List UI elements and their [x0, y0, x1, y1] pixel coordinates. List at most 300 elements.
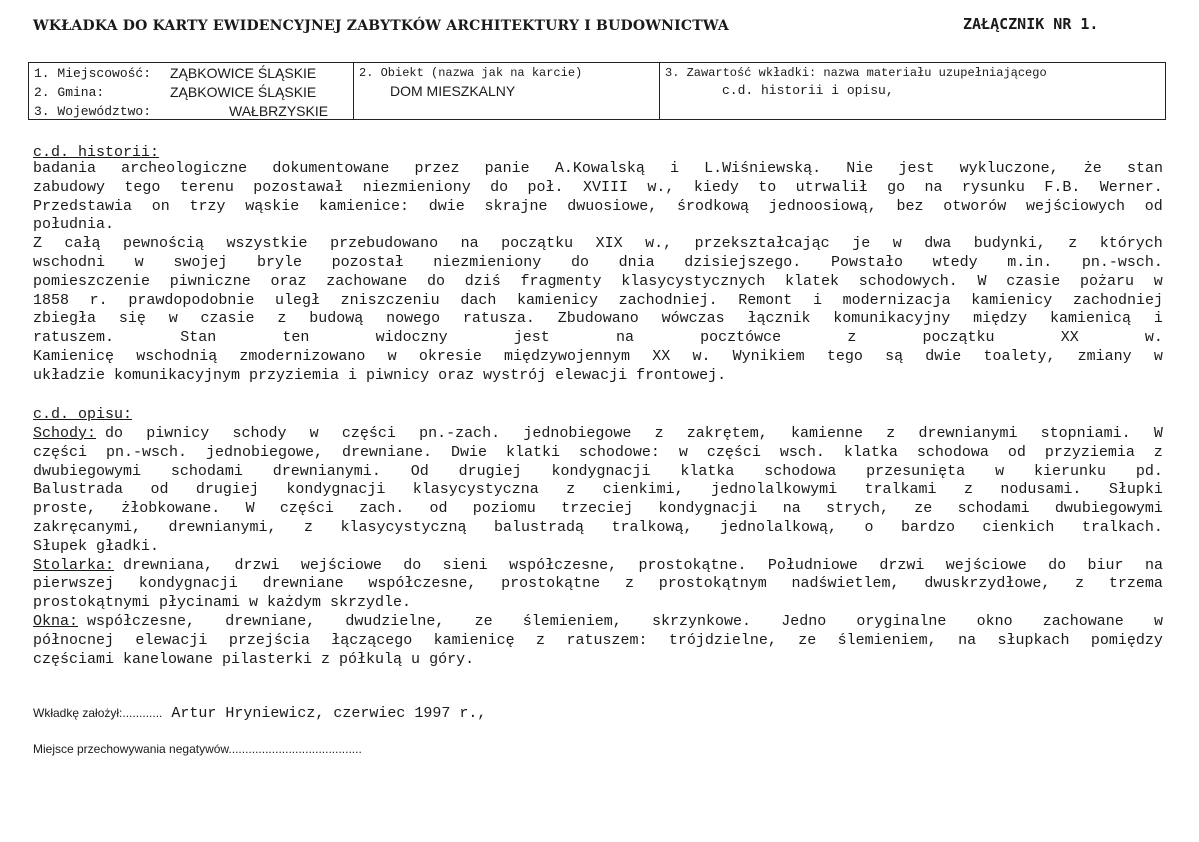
word: poł.	[527, 178, 564, 196]
word: jednolalkowymi	[711, 481, 838, 499]
word: z	[1068, 235, 1078, 253]
word: kamienice:	[319, 197, 410, 215]
word: od	[150, 481, 169, 499]
word: w.	[1144, 329, 1163, 347]
word: z	[1075, 575, 1085, 593]
word: go	[887, 178, 906, 196]
word: Od	[410, 462, 429, 480]
word: jednoosiową,	[768, 197, 877, 215]
word: wąskie	[245, 197, 300, 215]
word: współczesne,	[368, 575, 477, 593]
word: sieni	[442, 556, 488, 574]
word: między	[973, 310, 1028, 328]
word: w	[1153, 612, 1163, 630]
word: fragmenty	[520, 272, 602, 290]
word: wejściowe	[945, 556, 1027, 574]
word: dwuosiowe,	[567, 197, 658, 215]
word: Dwie	[450, 443, 487, 461]
word: pocztówce	[700, 329, 782, 347]
text-segment: Słupek gładki.	[33, 537, 160, 555]
word: biur	[1087, 556, 1124, 574]
word: kamienicy	[971, 291, 1053, 309]
word: początku	[922, 329, 995, 347]
word: zbiegła	[33, 310, 97, 328]
section-label: Okna:	[33, 612, 79, 630]
word: kamienicy	[516, 291, 598, 309]
word: ratuszem:	[566, 631, 648, 649]
word: całą	[64, 235, 101, 253]
word: 1858	[33, 291, 70, 309]
word: Kamienicę	[33, 347, 115, 365]
word: dzisiejszego.	[684, 253, 802, 271]
word: tralkową,	[611, 518, 693, 536]
word: części	[706, 443, 761, 461]
text-line	[33, 425, 1163, 444]
text-line	[33, 632, 1163, 651]
word: od	[1144, 197, 1163, 215]
word: XX	[652, 347, 671, 365]
word: ten	[282, 329, 310, 347]
word: z	[277, 310, 287, 328]
word: okresie	[418, 347, 482, 365]
word: A.Kowalską	[554, 160, 645, 177]
word: na	[1144, 556, 1163, 574]
word: tralkami	[864, 481, 937, 499]
word: zniszczeniu	[340, 291, 440, 309]
word: od	[1007, 443, 1026, 461]
word: tralkach.	[1081, 518, 1163, 536]
founder-label: Wkładkę założył:............	[33, 706, 163, 720]
word: w	[892, 235, 902, 253]
word: trzy	[189, 197, 226, 215]
word: dokumentowane	[272, 160, 390, 177]
gmina-label: 2. Gmina:	[34, 85, 105, 100]
text-segment: drewniana,	[114, 556, 214, 574]
word: przesunięta	[866, 462, 966, 480]
word: w	[1153, 347, 1163, 365]
text-line	[33, 254, 1163, 273]
word: r.	[89, 291, 108, 309]
text-line	[33, 519, 1163, 538]
word: pierwszej	[33, 575, 115, 593]
history-text	[33, 160, 1163, 386]
text-line	[33, 594, 1163, 613]
word: kondygnacji	[658, 500, 758, 518]
word: łączącego	[331, 631, 413, 649]
word: w	[995, 462, 1005, 480]
word: swojej	[173, 253, 228, 271]
text-line	[33, 444, 1163, 463]
word: zachodniej	[1072, 291, 1163, 309]
word: nadświetlem,	[791, 575, 900, 593]
word: drewniane.	[341, 443, 432, 461]
word: schodowe:	[578, 443, 660, 461]
word: ze	[474, 612, 493, 630]
word: dziś	[464, 272, 501, 290]
word: zmiany	[1077, 347, 1132, 365]
wojewodztwo-value: WAŁBRZYSKIE	[229, 103, 329, 119]
word: na	[924, 178, 943, 196]
word: na	[615, 329, 634, 347]
word: ze	[914, 500, 933, 518]
word: wschodni	[33, 253, 106, 271]
word: schodowych.	[858, 272, 958, 290]
word: F.B.	[1044, 178, 1081, 196]
word: Z	[33, 235, 43, 253]
text-line	[33, 500, 1163, 519]
word: których	[1099, 235, 1163, 253]
word: kamienicą	[1049, 310, 1131, 328]
word: toalety,	[983, 347, 1056, 365]
word: pn.-wsch.	[1081, 253, 1163, 271]
text-line	[33, 198, 1163, 217]
word: początku	[501, 235, 574, 253]
word: z	[1153, 443, 1163, 461]
word: południa.	[33, 216, 115, 234]
word: w	[134, 253, 144, 271]
word: przejścia	[228, 631, 310, 649]
text-line	[33, 367, 1163, 386]
word: zachowane	[326, 272, 408, 290]
word: od	[429, 500, 448, 518]
word: Remont	[738, 291, 793, 309]
section-label: Schody:	[33, 425, 97, 442]
word: Jedno	[781, 612, 827, 630]
word: proste,	[33, 500, 97, 518]
word: zach.	[359, 500, 405, 518]
word: jednobiegowe,	[205, 443, 323, 461]
word: czasie	[1006, 272, 1061, 290]
negatives-line	[33, 740, 362, 758]
word: drewniane,	[225, 612, 316, 630]
word: Balustrada	[33, 481, 124, 499]
gmina-value: ZĄBKOWICE ŚLĄSKIE	[170, 84, 317, 100]
word: balustradą	[493, 518, 584, 536]
word: stan	[1126, 160, 1163, 177]
word: pewnością	[123, 235, 205, 253]
word: w.,	[645, 235, 673, 253]
word: są	[885, 347, 904, 365]
object-column	[354, 63, 660, 119]
word: poziomu	[472, 500, 536, 518]
founder-line	[33, 704, 486, 722]
word: dwa	[924, 235, 952, 253]
zawartosc-label: 3. Zawartość wkładki: nazwa materiału uzupełniającego	[665, 66, 1047, 80]
word: dwie	[428, 197, 465, 215]
word: zachodniej.	[618, 291, 718, 309]
word: żłobkowane.	[121, 500, 221, 518]
word: bez	[896, 197, 924, 215]
word: drewnianymi	[918, 425, 1018, 442]
word: przyziemia	[1044, 443, 1135, 461]
word: pn.-wsch.	[105, 443, 187, 461]
word: w.	[692, 347, 711, 365]
word: czasie	[200, 310, 255, 328]
word: w	[1153, 272, 1163, 290]
word: otworów	[943, 197, 1007, 215]
word: Wynikiem	[732, 347, 805, 365]
word: niezmieniony	[362, 178, 471, 196]
word: XVIII	[582, 178, 628, 196]
word: trzeciej	[561, 500, 634, 518]
word: klatka	[843, 443, 898, 461]
word: dach	[460, 291, 497, 309]
word: słupkach	[997, 631, 1070, 649]
word: kondygnacji	[551, 462, 651, 480]
word: wschodnią	[136, 347, 218, 365]
word: dwuskrzydłowe,	[924, 575, 1051, 593]
word: prostokątne.	[638, 556, 747, 574]
text-segment: do	[96, 425, 124, 442]
word: kamienne	[791, 425, 864, 442]
word: z	[566, 481, 576, 499]
word: się	[118, 310, 146, 328]
word: klasycystyczną	[340, 518, 467, 536]
word: kondygnacji	[286, 481, 386, 499]
word: przez	[414, 160, 460, 177]
word: drewnianymi.	[272, 462, 381, 480]
founder-value: Artur Hryniewicz, czerwiec 1997 r.,	[162, 705, 487, 722]
word: budową	[309, 310, 364, 328]
text-line	[33, 179, 1163, 198]
header-form-table	[28, 62, 1166, 120]
word: z	[304, 518, 314, 536]
word: jednobiegowe	[523, 425, 632, 442]
word: Zbudowano	[557, 310, 639, 328]
word: XIX	[595, 235, 623, 253]
word: wykluczone,	[959, 160, 1059, 177]
word: zakręcanymi,	[33, 518, 142, 536]
word: zachowane	[1042, 612, 1124, 630]
word: wejściowe	[300, 556, 382, 574]
word: schodowa	[764, 462, 837, 480]
word: do	[1048, 556, 1067, 574]
word: ratuszem.	[33, 329, 115, 347]
word: klasycystyczna	[412, 481, 539, 499]
word: ślemieniem,	[837, 631, 937, 649]
word: kamienicę	[433, 631, 515, 649]
word: ratusza.	[462, 310, 535, 328]
word: klatki	[505, 443, 560, 461]
word: drewniane	[262, 575, 344, 593]
text-line	[33, 651, 1163, 670]
obiekt-value: DOM MIESZKALNY	[390, 83, 516, 99]
word: widoczny	[375, 329, 448, 347]
word: dwubiegowymi	[1054, 500, 1163, 518]
text-line	[33, 463, 1163, 482]
word: piwnicy	[146, 425, 210, 442]
word: pd.	[1135, 462, 1163, 480]
word: wsch.	[779, 443, 825, 461]
word: do	[427, 272, 446, 290]
word: dnia	[618, 253, 655, 271]
word: oraz	[270, 272, 307, 290]
word: pozostawał	[253, 178, 344, 196]
word: utrwalił	[795, 178, 868, 196]
word: badania	[33, 160, 97, 177]
text-segment: układzie komunikacyjnym przyziemia i piwnicy oraz wystrój elewacji frontowej.	[33, 366, 727, 384]
word: z	[624, 575, 634, 593]
word: klatek	[785, 272, 840, 290]
word: wówczas	[661, 310, 725, 328]
word: klasycystycznych	[621, 272, 766, 290]
word: z	[654, 425, 664, 442]
word: terenu	[179, 178, 234, 196]
word: rysunku	[961, 178, 1025, 196]
word: drugiej	[195, 481, 259, 499]
word: pomiędzy	[1090, 631, 1163, 649]
word: z	[536, 631, 546, 649]
word: na	[782, 500, 801, 518]
text-line	[33, 613, 1163, 632]
word: Południowe	[767, 556, 858, 574]
word: bardzo	[900, 518, 955, 536]
word: W	[1153, 425, 1163, 442]
annex-number: ZAŁĄCZNIK NR 1.	[963, 15, 1099, 33]
word: wtedy	[932, 253, 978, 271]
word: Stan	[180, 329, 217, 347]
word: pomieszczenie	[33, 272, 151, 290]
word: uległ	[274, 291, 320, 309]
word: skrajne	[484, 197, 548, 215]
word: panie	[484, 160, 530, 177]
word: jest	[513, 329, 550, 347]
word: Nie	[846, 160, 874, 177]
word: skrzynkowe.	[652, 612, 752, 630]
word: międzywojennym	[504, 347, 631, 365]
word: trójdzielne,	[668, 631, 777, 649]
word: kierunku	[1033, 462, 1106, 480]
word: do	[490, 178, 509, 196]
text-line	[33, 348, 1163, 367]
word: ze	[798, 631, 817, 649]
word: piwniczne	[169, 272, 251, 290]
word: przebudowano	[330, 235, 439, 253]
word: XX	[1060, 329, 1079, 347]
word: zabudowy	[33, 178, 106, 196]
obiekt-label: 2. Obiekt (nazwa jak na karcie)	[359, 66, 583, 80]
zawartosc-value: c.d. historii i opisu,	[722, 83, 894, 98]
word: pn.-zach.	[419, 425, 501, 442]
word: modernizacja	[842, 291, 951, 309]
description-text	[33, 425, 1163, 669]
word: L.Wiśniewską.	[704, 160, 822, 177]
text-line	[33, 557, 1163, 576]
word: jednolalkową,	[719, 518, 837, 536]
word: je	[852, 235, 871, 253]
text-line	[33, 329, 1163, 348]
word: z	[886, 425, 896, 442]
word: o	[864, 518, 874, 536]
word: i	[1153, 310, 1163, 328]
word: stopniami.	[1040, 425, 1131, 442]
word: łącznik	[747, 310, 811, 328]
word: cienkich	[982, 518, 1055, 536]
negatives-label: Miejsce przechowywania negatywów........................................	[33, 742, 362, 756]
word: to	[758, 178, 777, 196]
word: prawdopodobnie	[128, 291, 255, 309]
word: prostokątne	[501, 575, 601, 593]
word: komunikacyjny	[833, 310, 951, 328]
word: okno	[976, 612, 1013, 630]
word: jest	[898, 160, 935, 177]
word: archeologiczne	[121, 160, 248, 177]
word: w.,	[647, 178, 675, 196]
word: drzwi	[234, 556, 280, 574]
word: i	[669, 160, 679, 177]
text-line	[33, 310, 1163, 329]
word: schodami	[170, 462, 243, 480]
word: drugiej	[458, 462, 522, 480]
word: współczesne,	[509, 556, 618, 574]
word: że	[1083, 160, 1102, 177]
text-line	[33, 292, 1163, 311]
word: zmodernizowano	[239, 347, 366, 365]
word: nodusami.	[1000, 481, 1082, 499]
word: drewnianymi,	[168, 518, 277, 536]
text-line	[33, 575, 1163, 594]
content-column	[660, 63, 1165, 119]
word: tego	[124, 178, 161, 196]
word: zakrętem,	[686, 425, 768, 442]
word: tego	[826, 347, 863, 365]
description-heading: c.d. opisu:	[33, 406, 133, 423]
word: na	[958, 631, 977, 649]
word: dwubiegowymi	[33, 462, 142, 480]
word: W	[245, 500, 255, 518]
word: do	[570, 253, 589, 271]
word: pozostał	[331, 253, 404, 271]
word: przekształcając	[694, 235, 830, 253]
text-line	[33, 273, 1163, 292]
word: elewacji	[135, 631, 208, 649]
word: schodami	[957, 500, 1030, 518]
word: w	[168, 310, 178, 328]
word: W	[977, 272, 987, 290]
word: m.in.	[1007, 253, 1053, 271]
word: oryginalne	[856, 612, 947, 630]
word: z	[847, 329, 857, 347]
word: Słupki	[1108, 481, 1163, 499]
word: on	[151, 197, 170, 215]
word: z	[963, 481, 973, 499]
word: prostokątnym	[658, 575, 767, 593]
word: w	[678, 443, 688, 461]
word: Werner.	[1099, 178, 1163, 196]
word: schody	[232, 425, 287, 442]
text-line	[33, 235, 1163, 254]
document-title: WKŁADKA DO KARTY EWIDENCYJNEJ ZABYTKÓW ARCHITEKTURY I BUDOWNICTWA	[33, 18, 729, 34]
word: dwudzielne,	[345, 612, 445, 630]
word: wejściowych	[1026, 197, 1126, 215]
word: Przedstawia	[33, 197, 133, 215]
word: nowego	[386, 310, 441, 328]
text-segment: współczesne,	[78, 612, 196, 630]
text-line	[33, 481, 1163, 500]
word: części	[279, 500, 334, 518]
word: klatka	[680, 462, 735, 480]
word: dwie	[925, 347, 962, 365]
word: ślemieniem,	[522, 612, 622, 630]
word: w	[309, 425, 319, 442]
word: części	[341, 425, 396, 442]
word: części	[33, 443, 88, 461]
word: kiedy	[693, 178, 739, 196]
word: cienkimi,	[602, 481, 684, 499]
wojewodztwo-label: 3. Województwo:	[34, 104, 152, 119]
word: trzema	[1108, 575, 1163, 593]
word: schodowa	[916, 443, 989, 461]
